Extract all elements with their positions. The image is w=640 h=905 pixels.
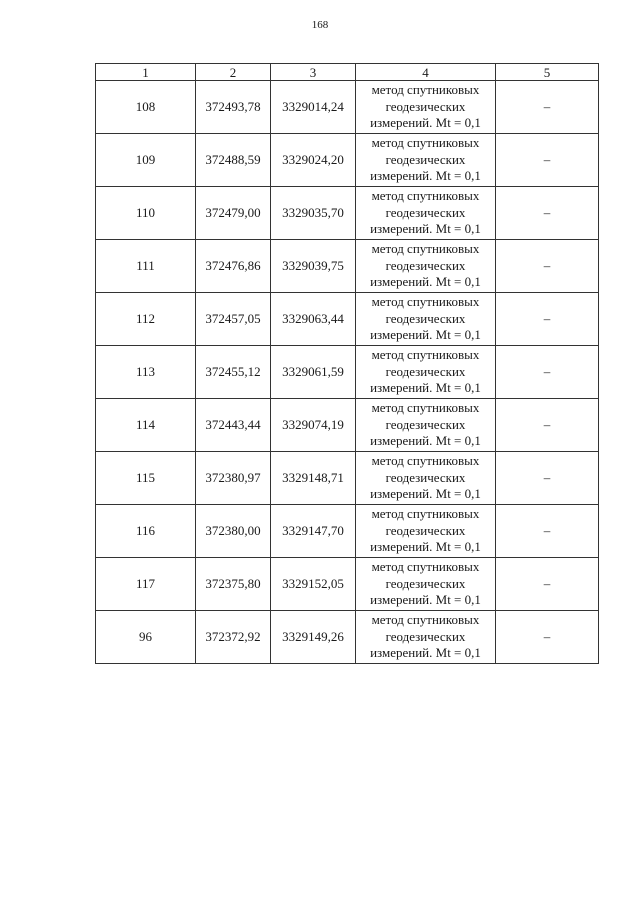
coord-y: 3329148,71: [271, 452, 356, 505]
coord-x: 372380,97: [196, 452, 271, 505]
column-header-4: 4: [356, 64, 496, 81]
header-row: [96, 64, 599, 81]
point-id: 117: [96, 558, 196, 611]
coord-x: 372375,80: [196, 558, 271, 611]
note-dash: –: [496, 293, 599, 346]
coord-y: 3329149,26: [271, 611, 356, 664]
method-text: метод спутниковых геодезических измерений. Mt = 0,1: [356, 346, 496, 399]
note-dash: –: [496, 346, 599, 399]
point-id: 112: [96, 293, 196, 346]
table-row: [96, 558, 599, 611]
table-row: [96, 240, 599, 293]
coord-y: 3329147,70: [271, 505, 356, 558]
coord-x: 372380,00: [196, 505, 271, 558]
note-dash: –: [496, 505, 599, 558]
table-row: [96, 293, 599, 346]
point-id: 109: [96, 134, 196, 187]
coord-x: 372457,05: [196, 293, 271, 346]
coord-y: 3329039,75: [271, 240, 356, 293]
note-dash: –: [496, 134, 599, 187]
table-row: [96, 399, 599, 452]
method-text: метод спутниковых геодезических измерений. Mt = 0,1: [356, 240, 496, 293]
table-row: [96, 81, 599, 134]
note-dash: –: [496, 399, 599, 452]
coord-x: 372493,78: [196, 81, 271, 134]
note-dash: –: [496, 81, 599, 134]
note-dash: –: [496, 452, 599, 505]
column-header-3: 3: [271, 64, 356, 81]
column-header-1: 1: [96, 64, 196, 81]
coord-x: 372476,86: [196, 240, 271, 293]
table-row: [96, 134, 599, 187]
method-text: метод спутниковых геодезических измерений. Mt = 0,1: [356, 81, 496, 134]
coord-y: 3329152,05: [271, 558, 356, 611]
coord-y: 3329035,70: [271, 187, 356, 240]
method-text: метод спутниковых геодезических измерений. Mt = 0,1: [356, 505, 496, 558]
method-text: метод спутниковых геодезических измерений. Mt = 0,1: [356, 134, 496, 187]
coord-y: 3329074,19: [271, 399, 356, 452]
point-id: 108: [96, 81, 196, 134]
table-row: [96, 611, 599, 664]
point-id: 113: [96, 346, 196, 399]
column-header-5: 5: [496, 64, 599, 81]
coordinates-table: [95, 63, 599, 664]
point-id: 115: [96, 452, 196, 505]
table-row: [96, 505, 599, 558]
note-dash: –: [496, 558, 599, 611]
coord-x: 372479,00: [196, 187, 271, 240]
point-id: 114: [96, 399, 196, 452]
point-id: 96: [96, 611, 196, 664]
method-text: метод спутниковых геодезических измерений. Mt = 0,1: [356, 611, 496, 664]
method-text: метод спутниковых геодезических измерений. Mt = 0,1: [356, 399, 496, 452]
column-header-2: 2: [196, 64, 271, 81]
point-id: 116: [96, 505, 196, 558]
page-number: 168: [311, 19, 329, 31]
coord-y: 3329024,20: [271, 134, 356, 187]
coord-x: 372372,92: [196, 611, 271, 664]
note-dash: –: [496, 611, 599, 664]
table-row: [96, 187, 599, 240]
method-text: метод спутниковых геодезических измерений. Mt = 0,1: [356, 558, 496, 611]
note-dash: –: [496, 240, 599, 293]
coord-x: 372455,12: [196, 346, 271, 399]
method-text: метод спутниковых геодезических измерений. Mt = 0,1: [356, 187, 496, 240]
coord-y: 3329063,44: [271, 293, 356, 346]
point-id: 111: [96, 240, 196, 293]
point-id: 110: [96, 187, 196, 240]
coord-x: 372443,44: [196, 399, 271, 452]
method-text: метод спутниковых геодезических измерений. Mt = 0,1: [356, 293, 496, 346]
method-text: метод спутниковых геодезических измерений. Mt = 0,1: [356, 452, 496, 505]
coord-x: 372488,59: [196, 134, 271, 187]
note-dash: –: [496, 187, 599, 240]
table-row: [96, 346, 599, 399]
coord-y: 3329014,24: [271, 81, 356, 134]
coord-y: 3329061,59: [271, 346, 356, 399]
table-row: [96, 452, 599, 505]
